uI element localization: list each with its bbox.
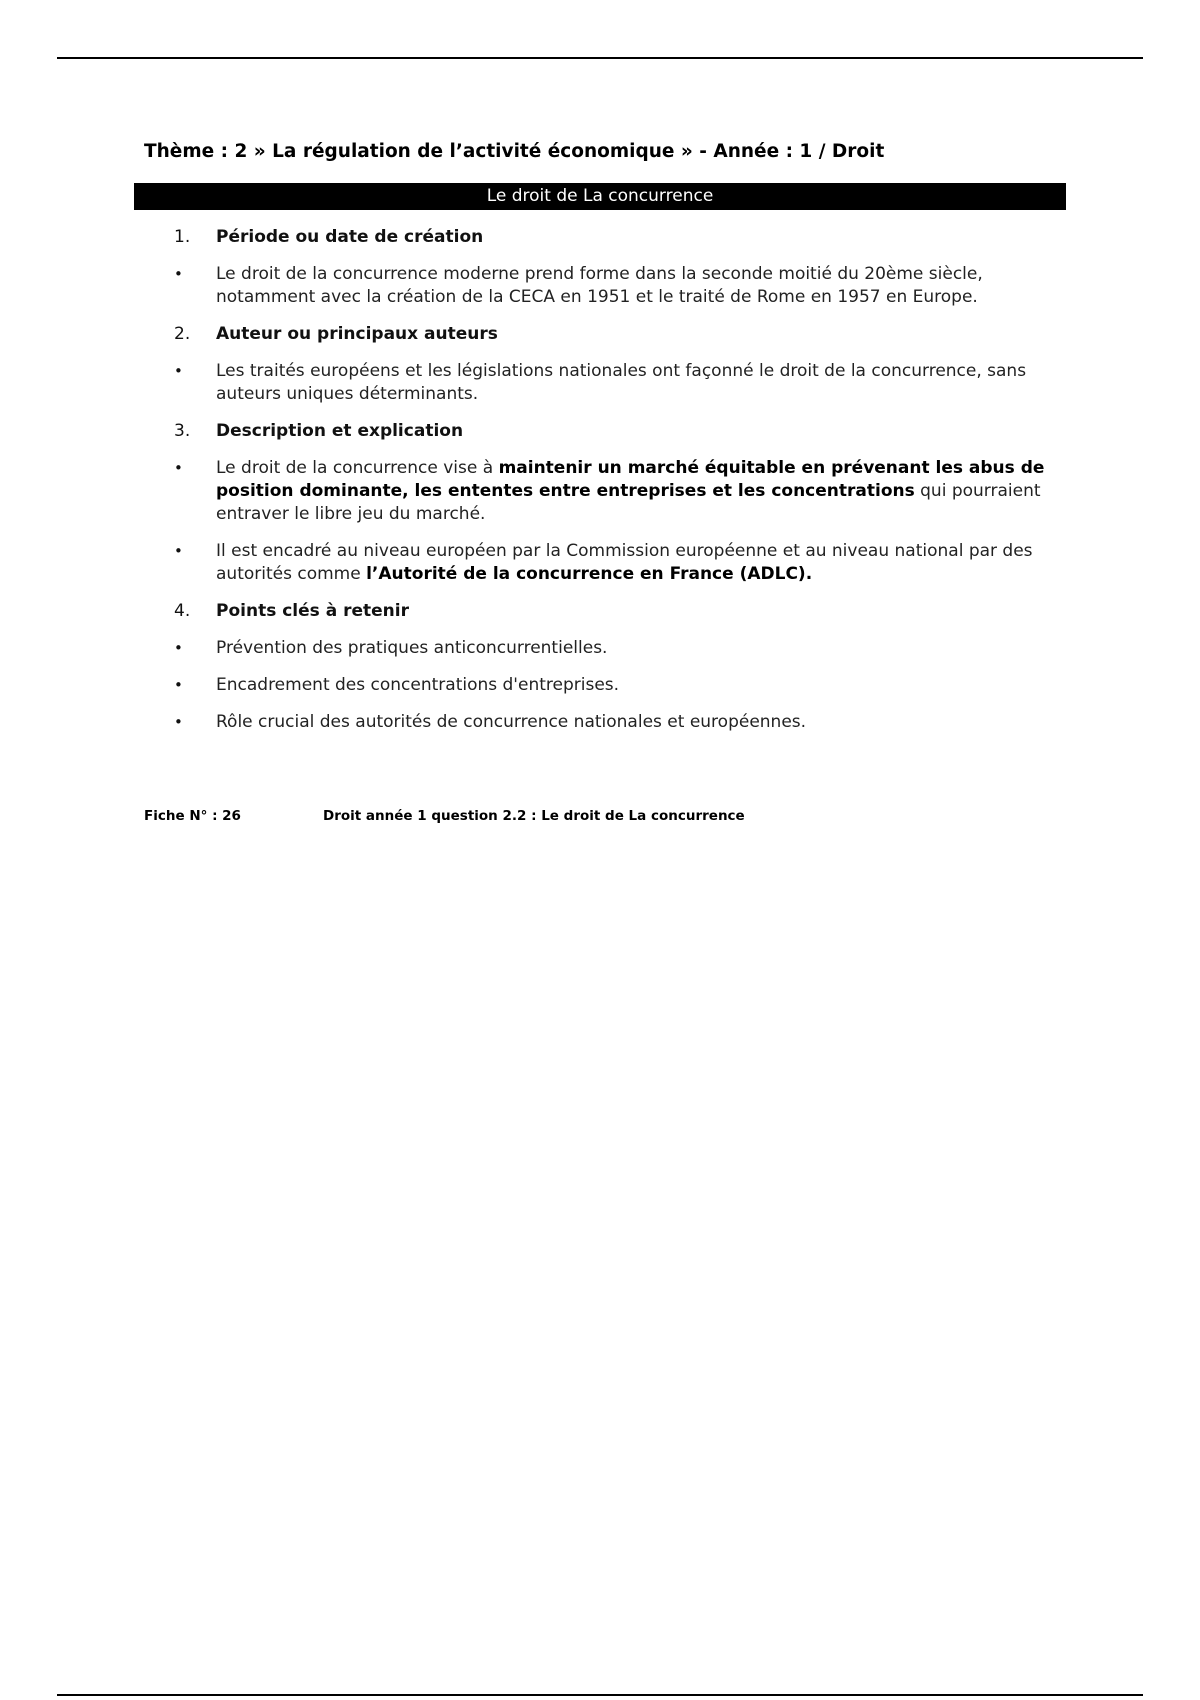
text-run: Le droit de la concurrence moderne prend forme dans la seconde moitié du 20ème siècle, notamment avec la création de la CECA en 1951 et le traité de Rome en 1957 en Europe. — [216, 264, 983, 307]
bullet-text — [216, 263, 1054, 309]
fiche-number: Fiche N° : 26 — [144, 808, 241, 824]
bullet-item — [174, 674, 1054, 697]
bullet-item — [174, 711, 1054, 734]
text-run: Les traités européens et les législations nationales ont façonné le droit de la concurrence, sans auteurs uniques déterminants. — [216, 361, 1027, 404]
question-reference: Droit année 1 question 2.2 : Le droit de La concurrence — [323, 808, 745, 824]
bullet-item — [174, 637, 1054, 660]
section-number: 2. — [174, 324, 191, 344]
bullet-icon: • — [174, 676, 183, 694]
bullet-icon: • — [174, 459, 183, 477]
section-number: 3. — [174, 421, 191, 441]
text-run: Le droit de la concurrence vise à — [216, 458, 499, 478]
emphasis-text: l’Autorité de la concurrence en France (ADLC). — [366, 564, 813, 584]
section-heading — [174, 226, 1054, 249]
bottom-rule — [57, 1694, 1143, 1696]
section-title: Auteur ou principaux auteurs — [216, 324, 498, 344]
top-rule — [57, 57, 1143, 59]
section-heading — [174, 323, 1054, 346]
bullet-text — [216, 674, 619, 697]
theme-heading: Thème : 2 » La régulation de l’activité économique » - Année : 1 / Droit — [144, 141, 885, 162]
section-title: Points clés à retenir — [216, 601, 409, 621]
section-heading — [174, 600, 1054, 623]
bullet-item — [174, 457, 1054, 526]
bullet-item — [174, 360, 1054, 406]
text-run: Prévention des pratiques anticoncurrentielles. — [216, 638, 608, 658]
bullet-text — [216, 637, 607, 660]
bullet-text — [216, 360, 1054, 406]
section-title: Période ou date de création — [216, 227, 484, 247]
title-banner: Le droit de La concurrence — [134, 183, 1066, 210]
section-heading — [174, 420, 1054, 443]
section-number: 1. — [174, 227, 191, 247]
bullet-icon: • — [174, 362, 183, 380]
bullet-item — [174, 263, 1054, 309]
bullet-text — [216, 540, 1054, 586]
text-run: Encadrement des concentrations d'entreprises. — [216, 675, 620, 695]
text-run: Rôle crucial des autorités de concurrence nationales et européennes. — [216, 712, 807, 732]
bullet-text — [216, 457, 1054, 526]
section-title: Description et explication — [216, 421, 464, 441]
bullet-item — [174, 540, 1054, 586]
bullet-text — [216, 711, 806, 734]
emphasis-text: maintenir un marché équitable en prévenant les abus de position dominante, les ententes entre entreprises et les concentrations — [216, 458, 1045, 501]
document-body — [174, 226, 1054, 748]
bullet-icon: • — [174, 639, 183, 657]
bullet-icon: • — [174, 265, 183, 283]
bullet-icon: • — [174, 713, 183, 731]
section-number: 4. — [174, 601, 191, 621]
bullet-icon: • — [174, 542, 183, 560]
text-run: Il est encadré au niveau européen par la Commission européenne et au niveau national par des autorités comme — [216, 541, 1033, 584]
text-run: qui pourraient entraver le libre jeu du marché. — [216, 481, 1041, 524]
